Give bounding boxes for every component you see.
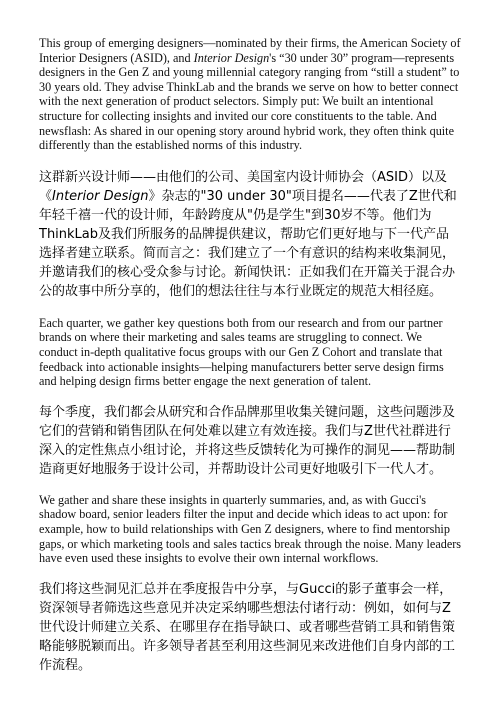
magazine-title: Interior Design: [193, 50, 270, 65]
magazine-title: Interior Design: [52, 188, 149, 204]
paragraph-text: 》杂志的"30 under 30"项目提名——代表了Z世代和年轻千禧一代的设计师，年龄跨度从"仍是学生"到30岁不等。他们为ThinkLab及我们所服务的品牌提供建议，帮助它们更好地与下一代产品选择者建立联系。简而言之：我们建立了一个有意识的结构来收集洞见，并邀请我们的核心受众参与讨论。新闻快讯：正如我们在开篇关于混合办公的故事中所分享的，他们的想法往往与本行业既定的规范大相径庭。: [39, 188, 457, 299]
paragraph-english-1: [39, 36, 462, 153]
paragraph-text: This group of emerging designers—nominated by their firms, the American Society of Interior Designers (ASID), and: [39, 36, 461, 65]
paragraph-chinese-2: 每个季度，我们都会从研究和合作品牌那里收集关键问题，这些问题涉及它们的营销和销售团队在何处难以建立有效连接。我们与Z世代社群进行深入的定性焦点小组讨论，并将这些反馈转化为可操作的洞见——帮助制造商更好地服务于设计公司，并帮助设计公司更好地吸引下一代人才。: [39, 404, 456, 477]
paragraph-english-2: Each quarter, we gather key questions both from our research and from our partner brands on where their marketing and sales teams are struggling to connect. We conduct in-depth qualitative focus groups with our Gen Z Cohort and translate that feedback into actionable insights—helping manufacturers better serve design firms and helping design firms better engage the next generation of talent.: [39, 315, 444, 389]
paragraph-chinese-3: 我们将这些洞见汇总并在季度报告中分享，与Gucci的影子董事会一样，资深领导者筛选这些意见并决定采纳哪些想法付诸行动：例如，如何与Z世代设计师建立关系、在哪里存在指导缺口、或者哪些营销工具和销售策略能够脱颖而出。许多领导者甚至利用这些洞见来改进他们自身内部的工作流程。: [39, 581, 456, 673]
paragraph-text: 这群新兴设计师——由他们的公司、美国室内设计师协会（ASID）以及《: [39, 169, 447, 204]
paragraph-english-3: We gather and share these insights in quarterly summaries, and, as with Gucci's shadow board, senior leaders filter the input and decide which ideas to act upon: for example, how to build relationships with Gen Z designers, where to find mentorship gaps, or which marketing tools and sales tactics break through the noise. Many leaders have even used these insights to evolve their own internal workflows.: [39, 492, 462, 566]
paragraph-chinese-1: [39, 168, 462, 301]
paragraph-text: 's “30 under 30” program—represents designers in the Gen Z and young millennial category ranging from “still a student” to 30 years old. They advise ThinkLab and the brands we serve on how to better connect with the next generation of product selectors. Simply put: We built an intentional structure for collecting insights and invited our core constituents to the table. And newsflash: As shared in our opening story around hybrid work, they often think quite differently than the established norms of this industry.: [39, 50, 460, 153]
